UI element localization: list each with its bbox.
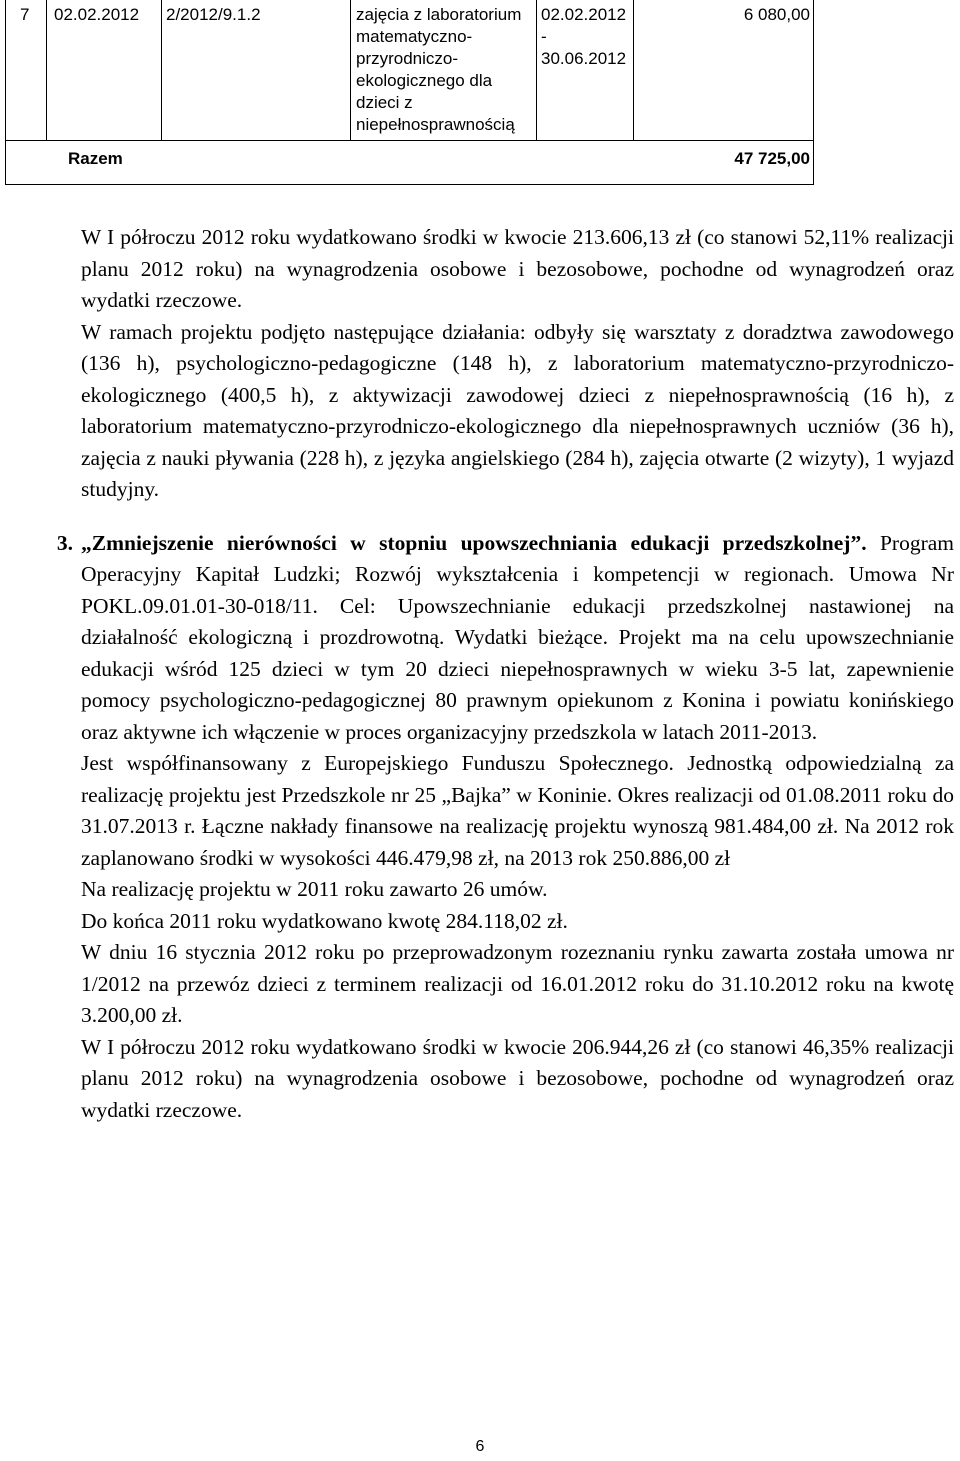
period-line: 30.06.2012 [541, 49, 627, 68]
total-label: Razem [68, 149, 123, 168]
table-divider [536, 0, 537, 140]
paragraph: W dniu 16 stycznia 2012 roku po przeprowadzonym rozeznaniu rynku zawarta została umowa nr 1/2012 na przewóz dzieci z terminem realizacji od 16.01.2012 roku do 31.10.2012 roku na kwotę 3.200,00 zł. [81, 940, 954, 1027]
paragraph: W I półroczu 2012 roku wydatkowano środki w kwocie 206.944,26 zł (co stanowi 46,35% realizacji planu 2012 roku) na wynagrodzenia osobowe i bezosobowe, pochodne od wynagrodzeń oraz wydatki rzeczowe. [81, 1034, 954, 1122]
description-line: matematyczno- [356, 27, 473, 46]
row-date: 02.02.2012 [54, 5, 140, 24]
row-number: 7 [20, 5, 30, 24]
document-body [56, 222, 954, 1126]
row-description [356, 4, 536, 136]
page-number: 6 [475, 1438, 485, 1455]
table-divider [161, 0, 162, 140]
row-contract-number: 2/2012/9.1.2 [166, 5, 261, 24]
description-line: dzieci z [356, 93, 413, 112]
period-line: 02.02.2012 - [541, 5, 627, 46]
table-divider [350, 0, 351, 140]
section-title: „Zmniejszenie nierówności w stopniu upowszechniania edukacji przedszkolnej”. [81, 530, 867, 555]
paragraph: Na realizację projektu w 2011 roku zawarto 26 umów. [81, 877, 548, 901]
paragraph: W ramach projektu podjęto następujące działania: odbyły się warsztaty z doradztwa zawodowego (136 h), psychologiczno-pedagogiczne (148 h), z laboratorium matematyczno-przyrodniczo-ekologicznego (400,5 h), z aktywizacji zawodowej dzieci z niepełnosprawnością (16 h), z laboratorium matematyczno-przyrodniczo-ekologicznego dla niepełnosprawnych uczniów (36 h), zajęcia z nauki pływania (228 h), z języka angielskiego (284 h), zajęcia otwarte (2 wizyty), 1 wyjazd studyjny. [81, 319, 954, 501]
table-divider [6, 140, 813, 141]
budget-table [5, 0, 814, 185]
section-number: 3. [56, 530, 73, 555]
section-text: Program Operacyjny Kapitał Ludzki; Rozwój wykształcenia i kompetencji w regionach. Umowa Nr POKL.09.01.01-30-018/11. Cel: Upowszechnianie edukacji przedszkolnej nastawionej na działalność ekologiczną i prozdrowotną. Wydatki bieżące. Projekt ma na celu upowszechnianie edukacji wśród 125 dzieci w tym 20 dzieci niepełnosprawnych w wieku 3-5 lat, zapewnienie pomocy psychologiczno-pedagogicznej 80 prawnym opiekunom z Konina i powiatu konińskiego oraz aktywne ich włączenie w proces organizacyjny przedszkola w latach 2011-2013. [81, 530, 954, 744]
description-line: niepełnosprawnością [356, 115, 515, 134]
row-amount: 6 080,00 [743, 5, 810, 24]
total-value: 47 725,00 [734, 149, 810, 168]
section-paragraph [56, 528, 954, 749]
description-line: przyrodniczo- [356, 49, 459, 68]
table-divider [46, 0, 47, 140]
paragraph: Do końca 2011 roku wydatkowano kwotę 284.118,02 zł. [81, 908, 568, 933]
paragraph: W I półroczu 2012 roku wydatkowano środki w kwocie 213.606,13 zł (co stanowi 52,11% realizacji planu 2012 roku) na wynagrodzenia osobowe i bezosobowe, pochodne od wynagrodzeń oraz wydatki rzeczowe. [81, 225, 954, 312]
paragraph: Jest współfinansowany z Europejskiego Funduszu Społecznego. Jednostką odpowiedzialną za realizację projektu jest Przedszkole nr 25 „Bajka” w Koninie. Okres realizacji od 01.08.2011 roku do 31.07.2013 r. Łączne nakłady finansowe na realizację projektu wynoszą 981.484,00 zł. Na 2012 rok zaplanowano środki w wysokości 446.479,98 zł, na 2013 rok 250.886,00 zł [81, 751, 954, 870]
row-period [541, 4, 636, 70]
description-line: zajęcia z laboratorium [356, 5, 522, 24]
description-line: ekologicznego dla [356, 71, 493, 90]
